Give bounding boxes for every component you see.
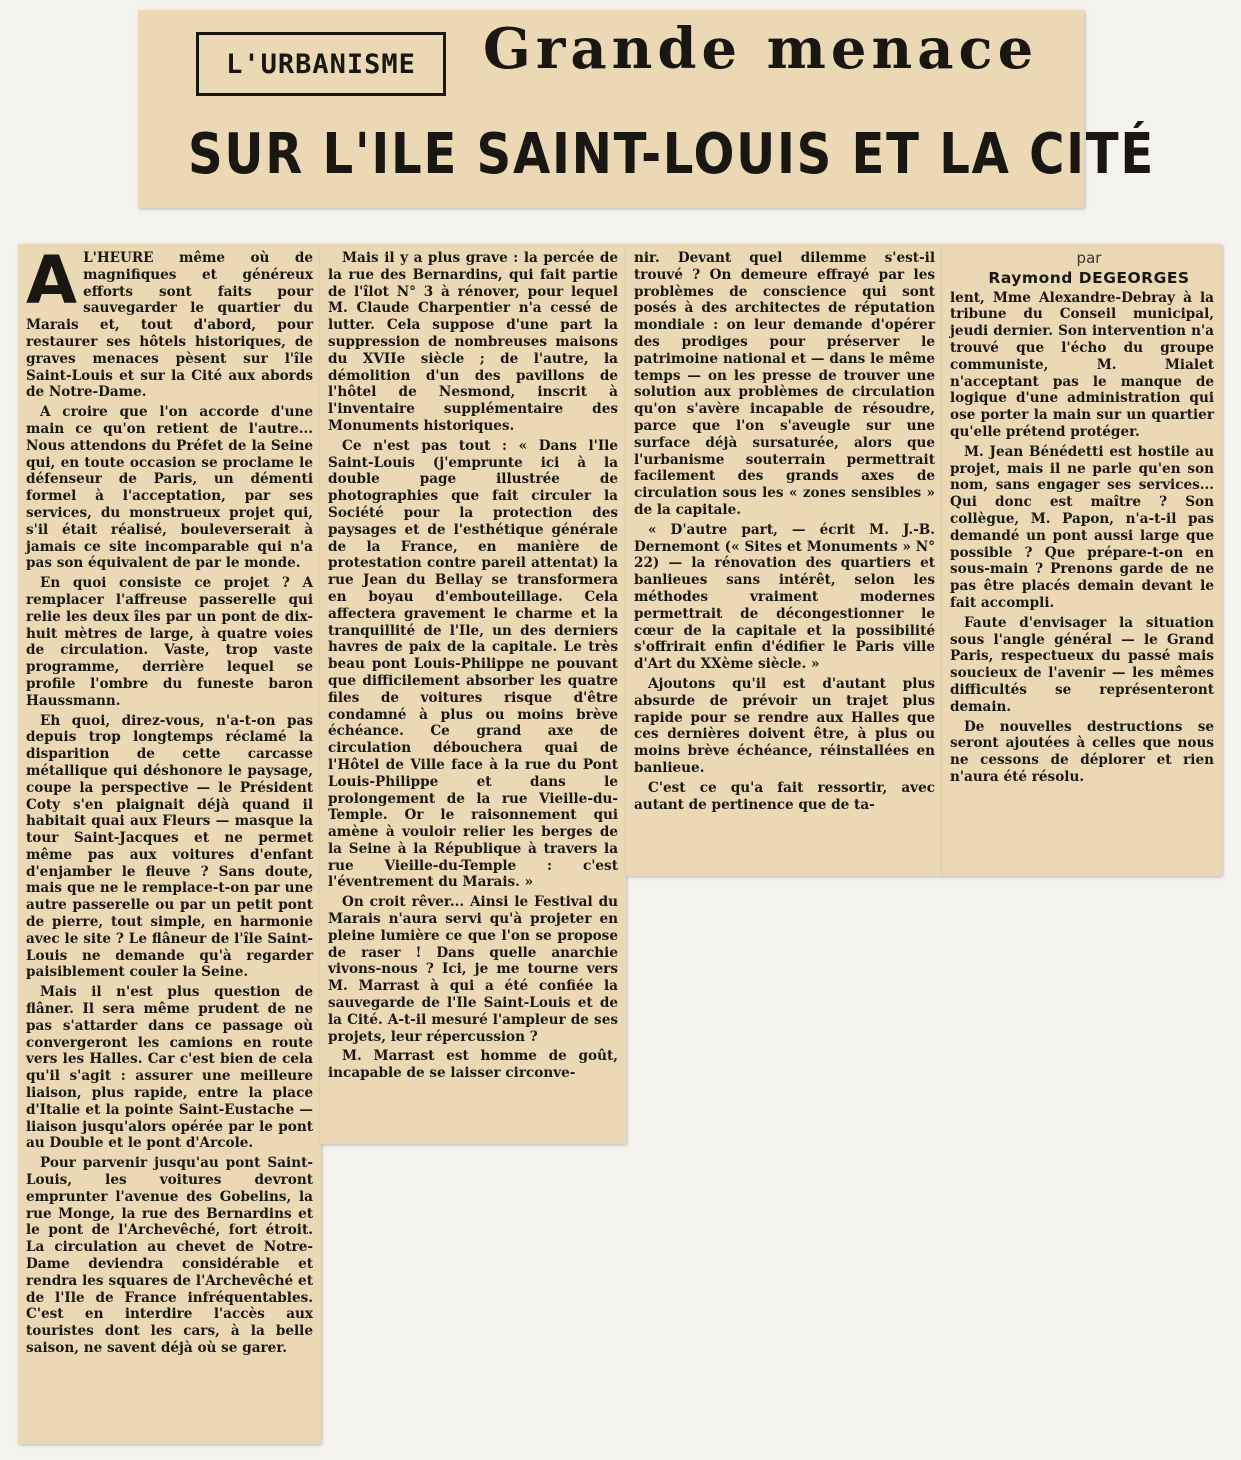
article-column-3 xyxy=(626,244,943,876)
headline-title: Grande menace xyxy=(483,16,1039,82)
paragraph: A croire que l'on accorde d'une main ce qu'on retient de l'autre... Nous attendons du Préfet de la Seine qui, en toute occasion se proclame le défenseur de Paris, un démenti formel à l'acceptation, par ses services, du monstrueux projet qui, s'il était réalisé, bouleverserait à jamais ce site incomparable qui n'a pas son équivalent de par le monde. xyxy=(26,404,313,572)
paragraph: Ajoutons qu'il est d'autant plus absurde de prévoir un trajet plus rapide pour se rendre aux Halles que ces dernières doivent être, à plus ou moins brève échéance, réinstallées en banlieue. xyxy=(634,675,935,776)
paragraph: « D'autre part, — écrit M. J.-B. Dernemont (« Sites et Monuments » N° 22) — la rénovation des quartiers et banlieues sans intérêt, selon les méthodes vraiment modernes permettrait de décongestionner le cœur de la capitale et la possibilité s'offrirait enfin d'édifier le Paris ville d'Art du XXème siècle. » xyxy=(634,521,935,673)
paragraph: C'est ce qu'a fait ressortir, avec autant de pertinence que de ta- xyxy=(634,779,935,813)
paragraph: De nouvelles destructions se seront ajoutées à celles que nous ne cessons de déplorer et rien n'aura été résolu. xyxy=(950,718,1214,785)
headline-subtitle: SUR L'ILE SAINT-LOUIS ET LA CITÉ xyxy=(188,122,1155,187)
paragraph: L'HEURE même où de magnifiques et généreux efforts sont faits pour sauvegarder le quartier du Marais et, tout d'abord, pour restaurer ses hôtels historiques, de graves menaces pèsent sur l'île Saint-Louis et sur la Cité aux abords de Notre-Dame. xyxy=(26,250,313,401)
article-column-1 xyxy=(18,244,321,1444)
byline-author: Raymond DEGEORGES xyxy=(988,268,1190,287)
paragraph: Mais il y a plus grave : la percée de la rue des Bernardins, qui fait partie de l'îlot N° 3 à rénover, pour lequel M. Claude Charpentier n'a cessé de lutter. Cela suppose d'une part la suppression de nombreuses maisons du XVIIe siècle ; de l'autre, la démolition d'un des pavillons de l'hôtel de Nesmond, inscrit à l'inventaire supplémentaire des Monuments historiques. xyxy=(328,250,618,434)
paragraph: Mais il n'est plus question de flâner. Il sera même prudent de ne pas s'attarder dans ce passage où convergeront les camions en route vers les Halles. Car c'est bien de cela qu'il s'agit : assurer une meilleure liaison, plus rapide, entre la place d'Italie et la pointe Saint-Eustache — liaison jusqu'alors opérée par le pont au Double et le pont d'Arcole. xyxy=(26,984,313,1152)
paragraph: M. Marrast est homme de goût, incapable de se laisser circonve- xyxy=(328,1048,618,1082)
drop-cap: A xyxy=(26,242,78,319)
headline-clipping xyxy=(138,10,1155,208)
byline-par: par xyxy=(1076,249,1102,267)
paragraph: lent, Mme Alexandre-Debray à la tribune du Conseil municipal, jeudi dernier. Son intervention n'a trouvé que l'écho du groupe communiste, M. Mialet n'acceptant pas le manque de logique d'une administration qui ose porter la main sur un quartier qu'elle prétend protéger. xyxy=(950,289,1214,440)
paragraph: On croit rêver... Ainsi le Festival du Marais n'aura servi qu'à projeter en pleine lumière ce que l'on se propose de raser ! Dans quelle anarchie vivons-nous ? Ici, je me tourne vers M. Marrast à qui a été confiée la sauvegarde de l'Ile Saint-Louis et de la Cité. A-t-il mesuré l'ampleur de ses projets, leur répercussion ? xyxy=(328,894,618,1045)
paragraph: Pour parvenir jusqu'au pont Saint-Louis, les voitures devront emprunter l'avenue des Gobelins, la rue Monge, la rue des Bernardins et le pont de l'Archevêché, fort étroit. La circulation au chevet de Notre-Dame deviendra considérable et rendra les squares de l'Archevêché et de l'Ile de France infréquentables. C'est en interdire l'accès aux touristes dont les cars, à la belle saison, ne savent déjà où se garer. xyxy=(26,1155,313,1356)
article-column-2 xyxy=(320,244,626,1144)
article-column-4 xyxy=(942,244,1222,876)
paragraph: Eh quoi, direz-vous, n'a-t-on pas depuis trop longtemps réclamé la disparition de cette carcasse métallique qui déshonore le paysage, coupe la perspective — le Président Coty s'en plaignait déjà quand il habitait quai aux Fleurs — masque la tour Saint-Jacques et ne permet même pas aux voitures d'enfant d'enjamber le fleuve ? Sans doute, mais que ne le remplace-t-on par une autre passerelle ou par un petit pont de pierre, tout simple, en harmonie avec le site ? Le flâneur de l'île Saint-Louis ne demande qu'à regarder paisiblement couler la Seine. xyxy=(26,712,313,981)
paragraph: Ce n'est pas tout : « Dans l'Ile Saint-Louis (j'emprunte ici à la double page illustrée de photographies que fait circuler la Société pour la protection des paysages et de l'esthétique générale de la France, en manière de protestation contre pareil attentat) la rue Jean du Bellay se transformera en boyau d'embouteillage. Cela affectera gravement le charme et la tranquillité de l'Ile, un des derniers havres de paix de la capitale. Le très beau pont Louis-Philippe ne pouvant que difficilement absorber les quatre files de voitures risque d'être condamné à plus ou moins brève échéance. Ce grand axe de circulation débouchera quai de l'Hôtel de Ville face à la rue du Pont Louis-Philippe et dans le prolongement de la rue Vieille-du-Temple. Or le raisonnement qui amène à vouloir relier les berges de la Seine à la République à travers la rue Vieille-du-Temple : c'est l'éventrement du Marais. » xyxy=(328,437,618,891)
section-kicker: L'URBANISME xyxy=(196,32,446,96)
paragraph: Faute d'envisager la situation sous l'angle général — le Grand Paris, respectueux du passé mais soucieux de l'avenir — les mêmes difficultés se représenteront demain. xyxy=(950,614,1214,715)
paragraph: En quoi consiste ce projet ? A remplacer l'affreuse passerelle qui relie les deux îles par un pont de dix-huit mètres de large, à quatre voies de circulation. Vaste, trop vaste programme, derrière lequel se profile l'ombre du funeste baron Haussmann. xyxy=(26,575,313,709)
paragraph: nir. Devant quel dilemme s'est-il trouvé ? On demeure effrayé par les problèmes de conscience qui sont posés à des architectes de réputation mondiale : on leur demande d'opérer des prodiges pour préserver le patrimoine national et — dans le même temps — on les presse de trouver une solution aux problèmes de circulation qu'on s'avère incapable de résoudre, parce que l'on s'aveugle sur une surface déjà sursaturée, alors que l'urbanisme souterrain permettrait facilement des grands axes de circulation sous les « zones sensibles » de la capitale. xyxy=(634,250,935,518)
paragraph: M. Jean Bénédetti est hostile au projet, mais il ne parle qu'en son nom, sans engager ses services... Qui donc est maître ? Son collègue, M. Papon, n'a-t-il pas demandé un pont aussi large que possible ? Que prépare-t-on en sous-main ? Prenons garde de ne pas être placés demain devant le fait accompli. xyxy=(950,443,1214,611)
